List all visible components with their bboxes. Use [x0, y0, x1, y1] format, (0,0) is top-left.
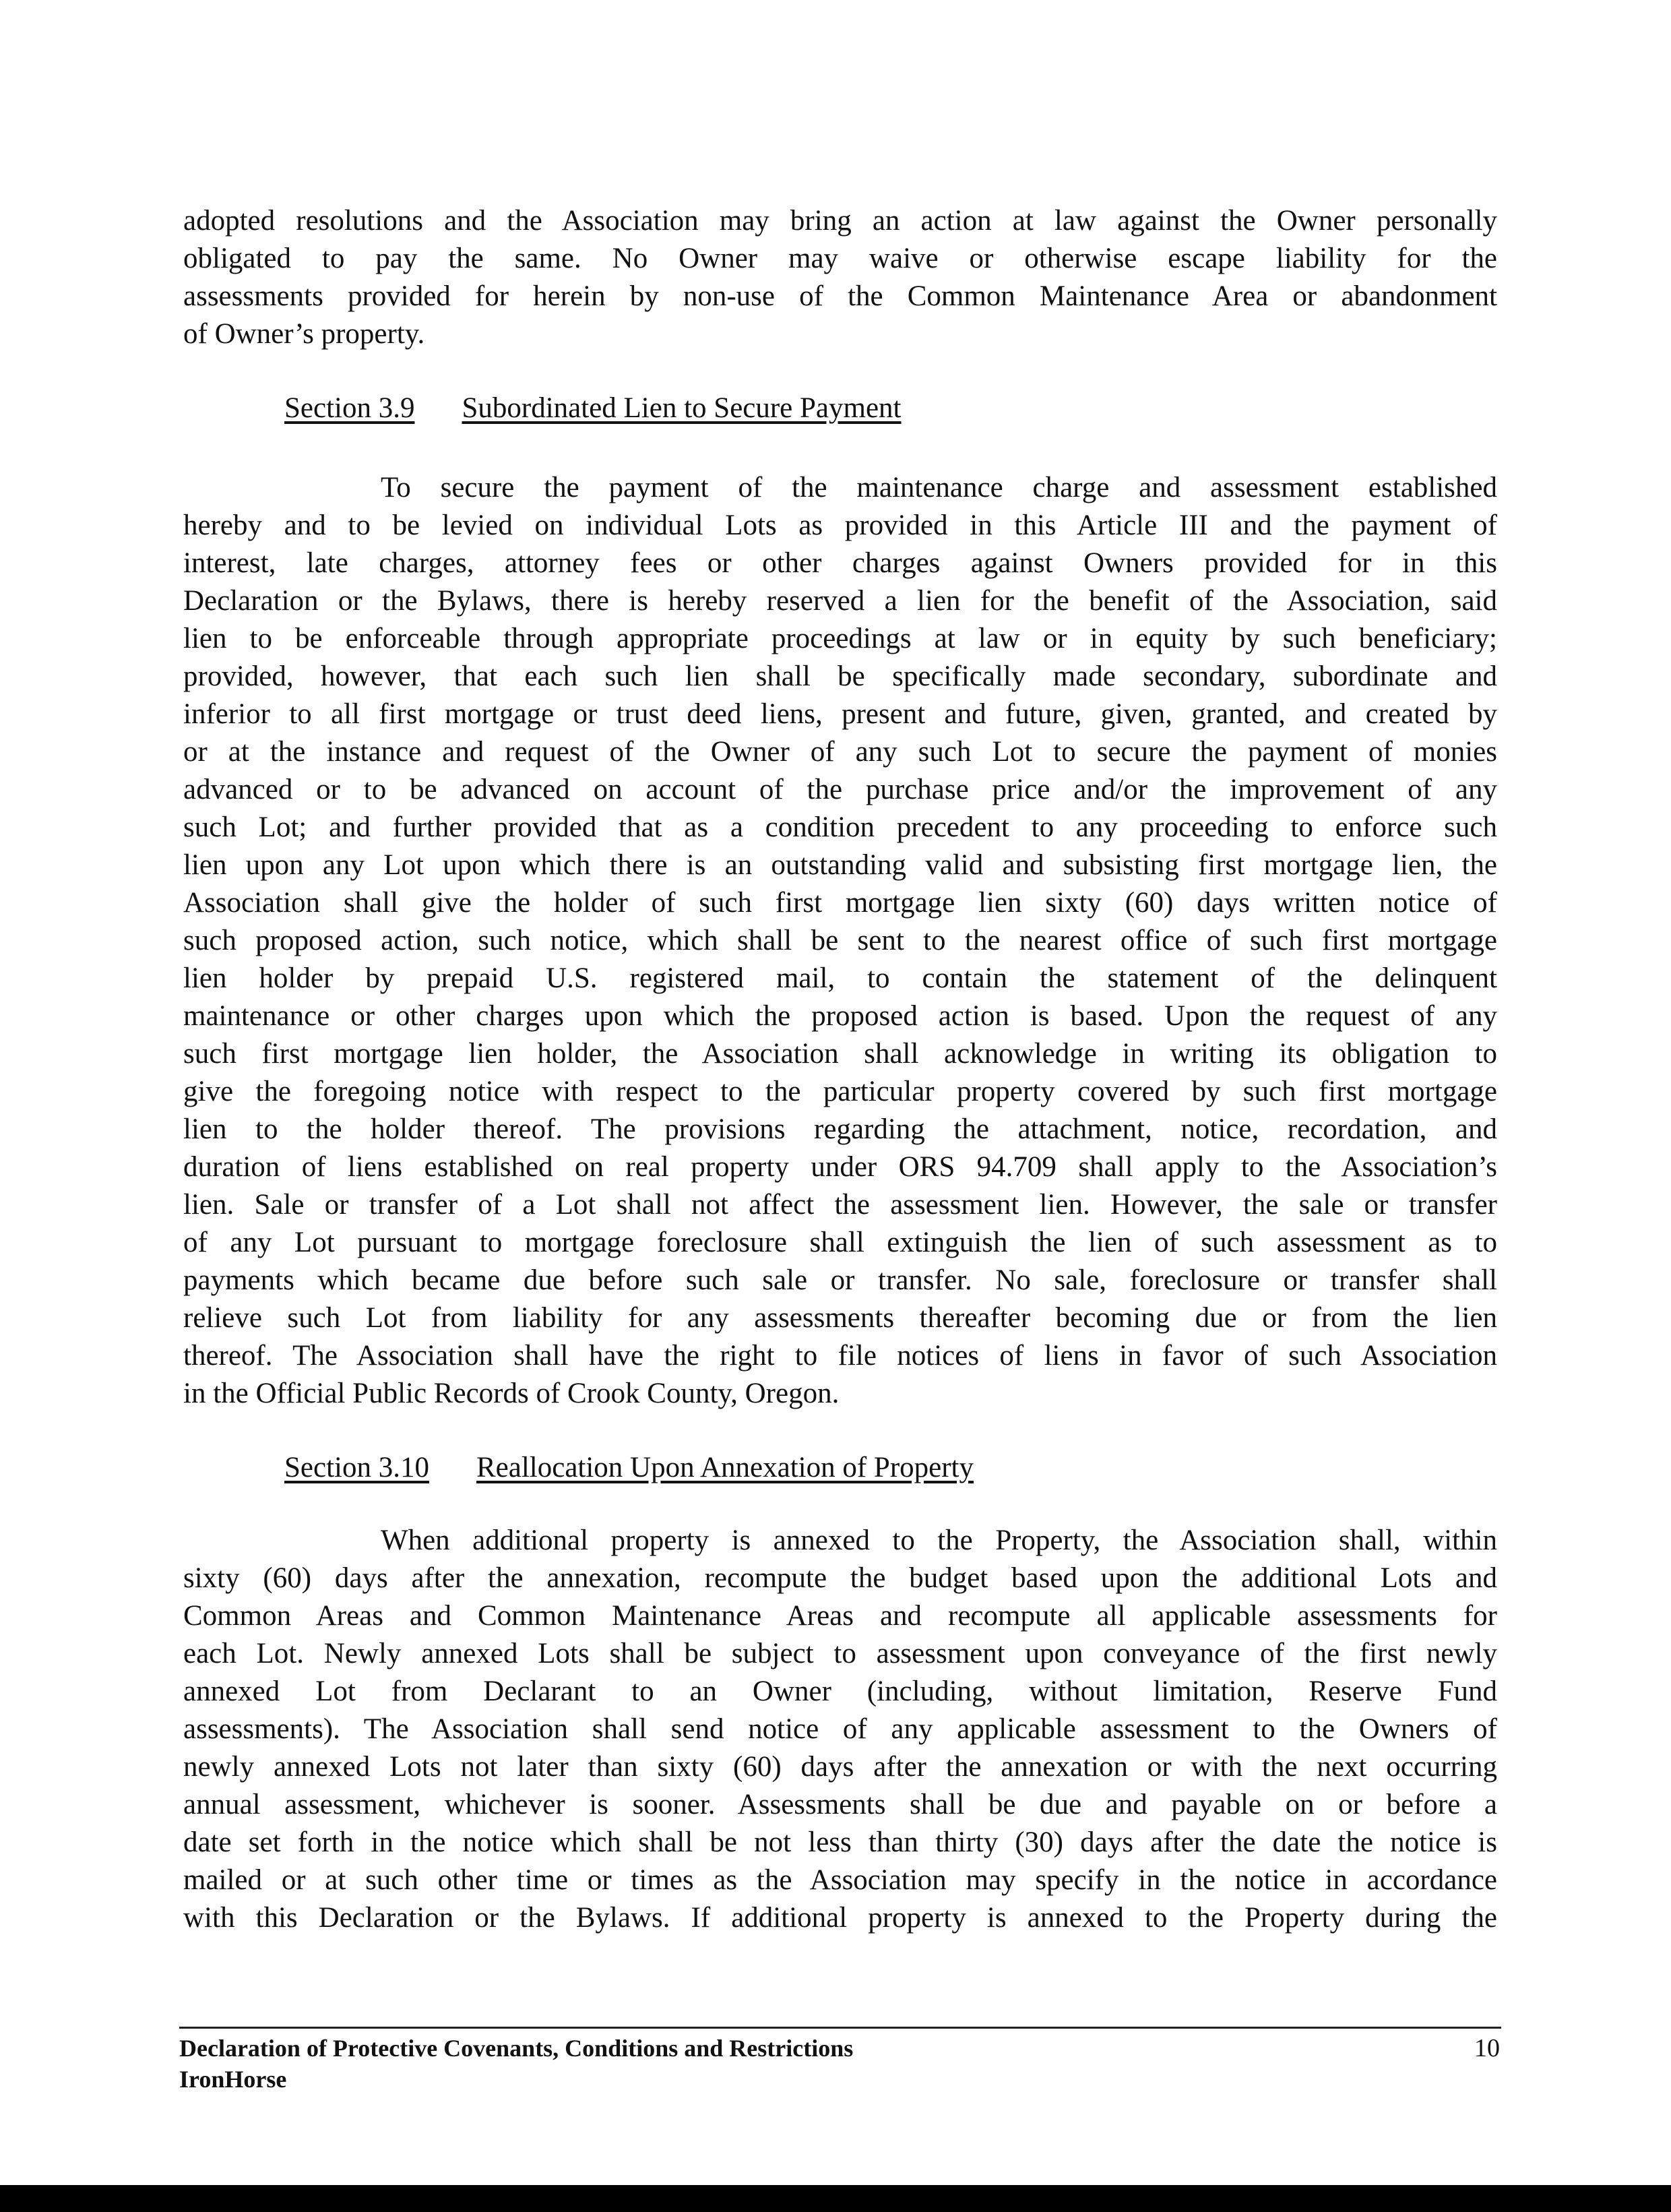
section-heading: [284, 390, 902, 427]
footer-project-name: IronHorse: [179, 2066, 287, 2093]
continuation-paragraph: [183, 202, 1497, 353]
paragraph-line: provided, however, that each such lien shall be specifically made secondary, subordinate and: [183, 660, 1497, 692]
paragraph-line: each Lot. Newly annexed Lots shall be subject to assessment upon conveyance of the first newly: [183, 1638, 1497, 1669]
paragraph-line: thereof. The Association shall have the right to file notices of liens in favor of such Association: [183, 1340, 1497, 1372]
paragraph-line: lien upon any Lot upon which there is an outstanding valid and subsisting first mortgage lien, the: [183, 849, 1497, 881]
paragraph-line: adopted resolutions and the Association may bring an action at law against the Owner personally: [183, 205, 1497, 237]
paragraph-line: sixty (60) days after the annexation, recompute the budget based upon the additional Lots and: [183, 1562, 1497, 1594]
paragraph-line: such Lot; and further provided that as a condition precedent to any proceeding to enforce such: [183, 811, 1497, 843]
paragraph-line: When additional property is annexed to the Property, the Association shall, within: [381, 1525, 1497, 1556]
footer-document-title: Declaration of Protective Covenants, Conditions and Restrictions: [179, 2035, 854, 2062]
paragraph-line: To secure the payment of the maintenance charge and assessment established: [381, 472, 1497, 503]
paragraph-line: annual assessment, whichever is sooner. Assessments shall be due and payable on or before a: [183, 1789, 1497, 1820]
paragraph-line: assessments). The Association shall send notice of any applicable assessment to the Owners of: [183, 1713, 1497, 1745]
paragraph-line: such proposed action, such notice, which shall be sent to the nearest office of such first mortgage: [183, 925, 1497, 956]
paragraph-line: hereby and to be levied on individual Lots as provided in this Article III and the payment of: [183, 510, 1497, 541]
paragraph-line: inferior to all first mortgage or trust deed liens, present and future, given, granted, and created by: [183, 698, 1497, 730]
page-number: 10: [1474, 2034, 1500, 2062]
section-paragraph: [183, 469, 1497, 1413]
section-heading: [284, 1449, 974, 1487]
paragraph-line: of any Lot pursuant to mortgage foreclosure shall extinguish the lien of such assessment as to: [183, 1227, 1497, 1258]
paragraph-line: with this Declaration or the Bylaws. If additional property is annexed to the Property during the: [183, 1902, 1497, 1934]
paragraph-line: date set forth in the notice which shall be not less than thirty (30) days after the date the notice is: [183, 1826, 1497, 1858]
paragraph-line: duration of liens established on real property under ORS 94.709 shall apply to the Association’s: [183, 1151, 1497, 1183]
paragraph-line: lien to the holder thereof. The provisions regarding the attachment, notice, recordation, and: [183, 1113, 1497, 1145]
paragraph-line: obligated to pay the same. No Owner may waive or otherwise escape liability for the: [183, 243, 1497, 274]
paragraph-line: such first mortgage lien holder, the Association shall acknowledge in writing its obligation to: [183, 1038, 1497, 1070]
scan-edge-bar: [0, 2185, 1671, 2212]
footer-divider: [179, 2027, 1501, 2029]
section-number: Section 3.10: [284, 1452, 429, 1483]
paragraph-line: interest, late charges, attorney fees or other charges against Owners provided for in this: [183, 547, 1497, 579]
section-title: Subordinated Lien to Secure Payment: [462, 392, 902, 424]
section-paragraph: [183, 1522, 1497, 1937]
paragraph-line: Declaration or the Bylaws, there is hereby reserved a lien for the benefit of the Association, said: [183, 585, 1497, 617]
paragraph-line: lien to be enforceable through appropriate proceedings at law or in equity by such beneficiary;: [183, 623, 1497, 654]
paragraph-line: mailed or at such other time or times as the Association may specify in the notice in accordance: [183, 1864, 1497, 1896]
paragraph-line: lien. Sale or transfer of a Lot shall not affect the assessment lien. However, the sale or transfer: [183, 1189, 1497, 1221]
paragraph-line: maintenance or other charges upon which the proposed action is based. Upon the request of any: [183, 1000, 1497, 1032]
section-title: Reallocation Upon Annexation of Property: [476, 1452, 974, 1483]
paragraph-line: in the Official Public Records of Crook County, Oregon.: [183, 1378, 840, 1409]
paragraph-line: give the foregoing notice with respect to the particular property covered by such first mortgage: [183, 1076, 1497, 1107]
paragraph-line: or at the instance and request of the Owner of any such Lot to secure the payment of monies: [183, 736, 1497, 768]
section-number: Section 3.9: [284, 392, 415, 424]
paragraph-line: advanced or to be advanced on account of the purchase price and/or the improvement of any: [183, 774, 1497, 805]
paragraph-line: annexed Lot from Declarant to an Owner (including, without limitation, Reserve Fund: [183, 1676, 1497, 1707]
paragraph-line: Common Areas and Common Maintenance Areas and recompute all applicable assessments for: [183, 1600, 1497, 1632]
paragraph-line: lien holder by prepaid U.S. registered mail, to contain the statement of the delinquent: [183, 962, 1497, 994]
paragraph-line: of Owner’s property.: [183, 318, 425, 350]
paragraph-line: newly annexed Lots not later than sixty (60) days after the annexation or with the next occurring: [183, 1751, 1497, 1783]
paragraph-line: assessments provided for herein by non-use of the Common Maintenance Area or abandonment: [183, 280, 1497, 312]
paragraph-line: relieve such Lot from liability for any assessments thereafter becoming due or from the lien: [183, 1302, 1497, 1334]
paragraph-line: payments which became due before such sale or transfer. No sale, foreclosure or transfer shall: [183, 1264, 1497, 1296]
paragraph-line: Association shall give the holder of such first mortgage lien sixty (60) days written notice of: [183, 887, 1497, 919]
